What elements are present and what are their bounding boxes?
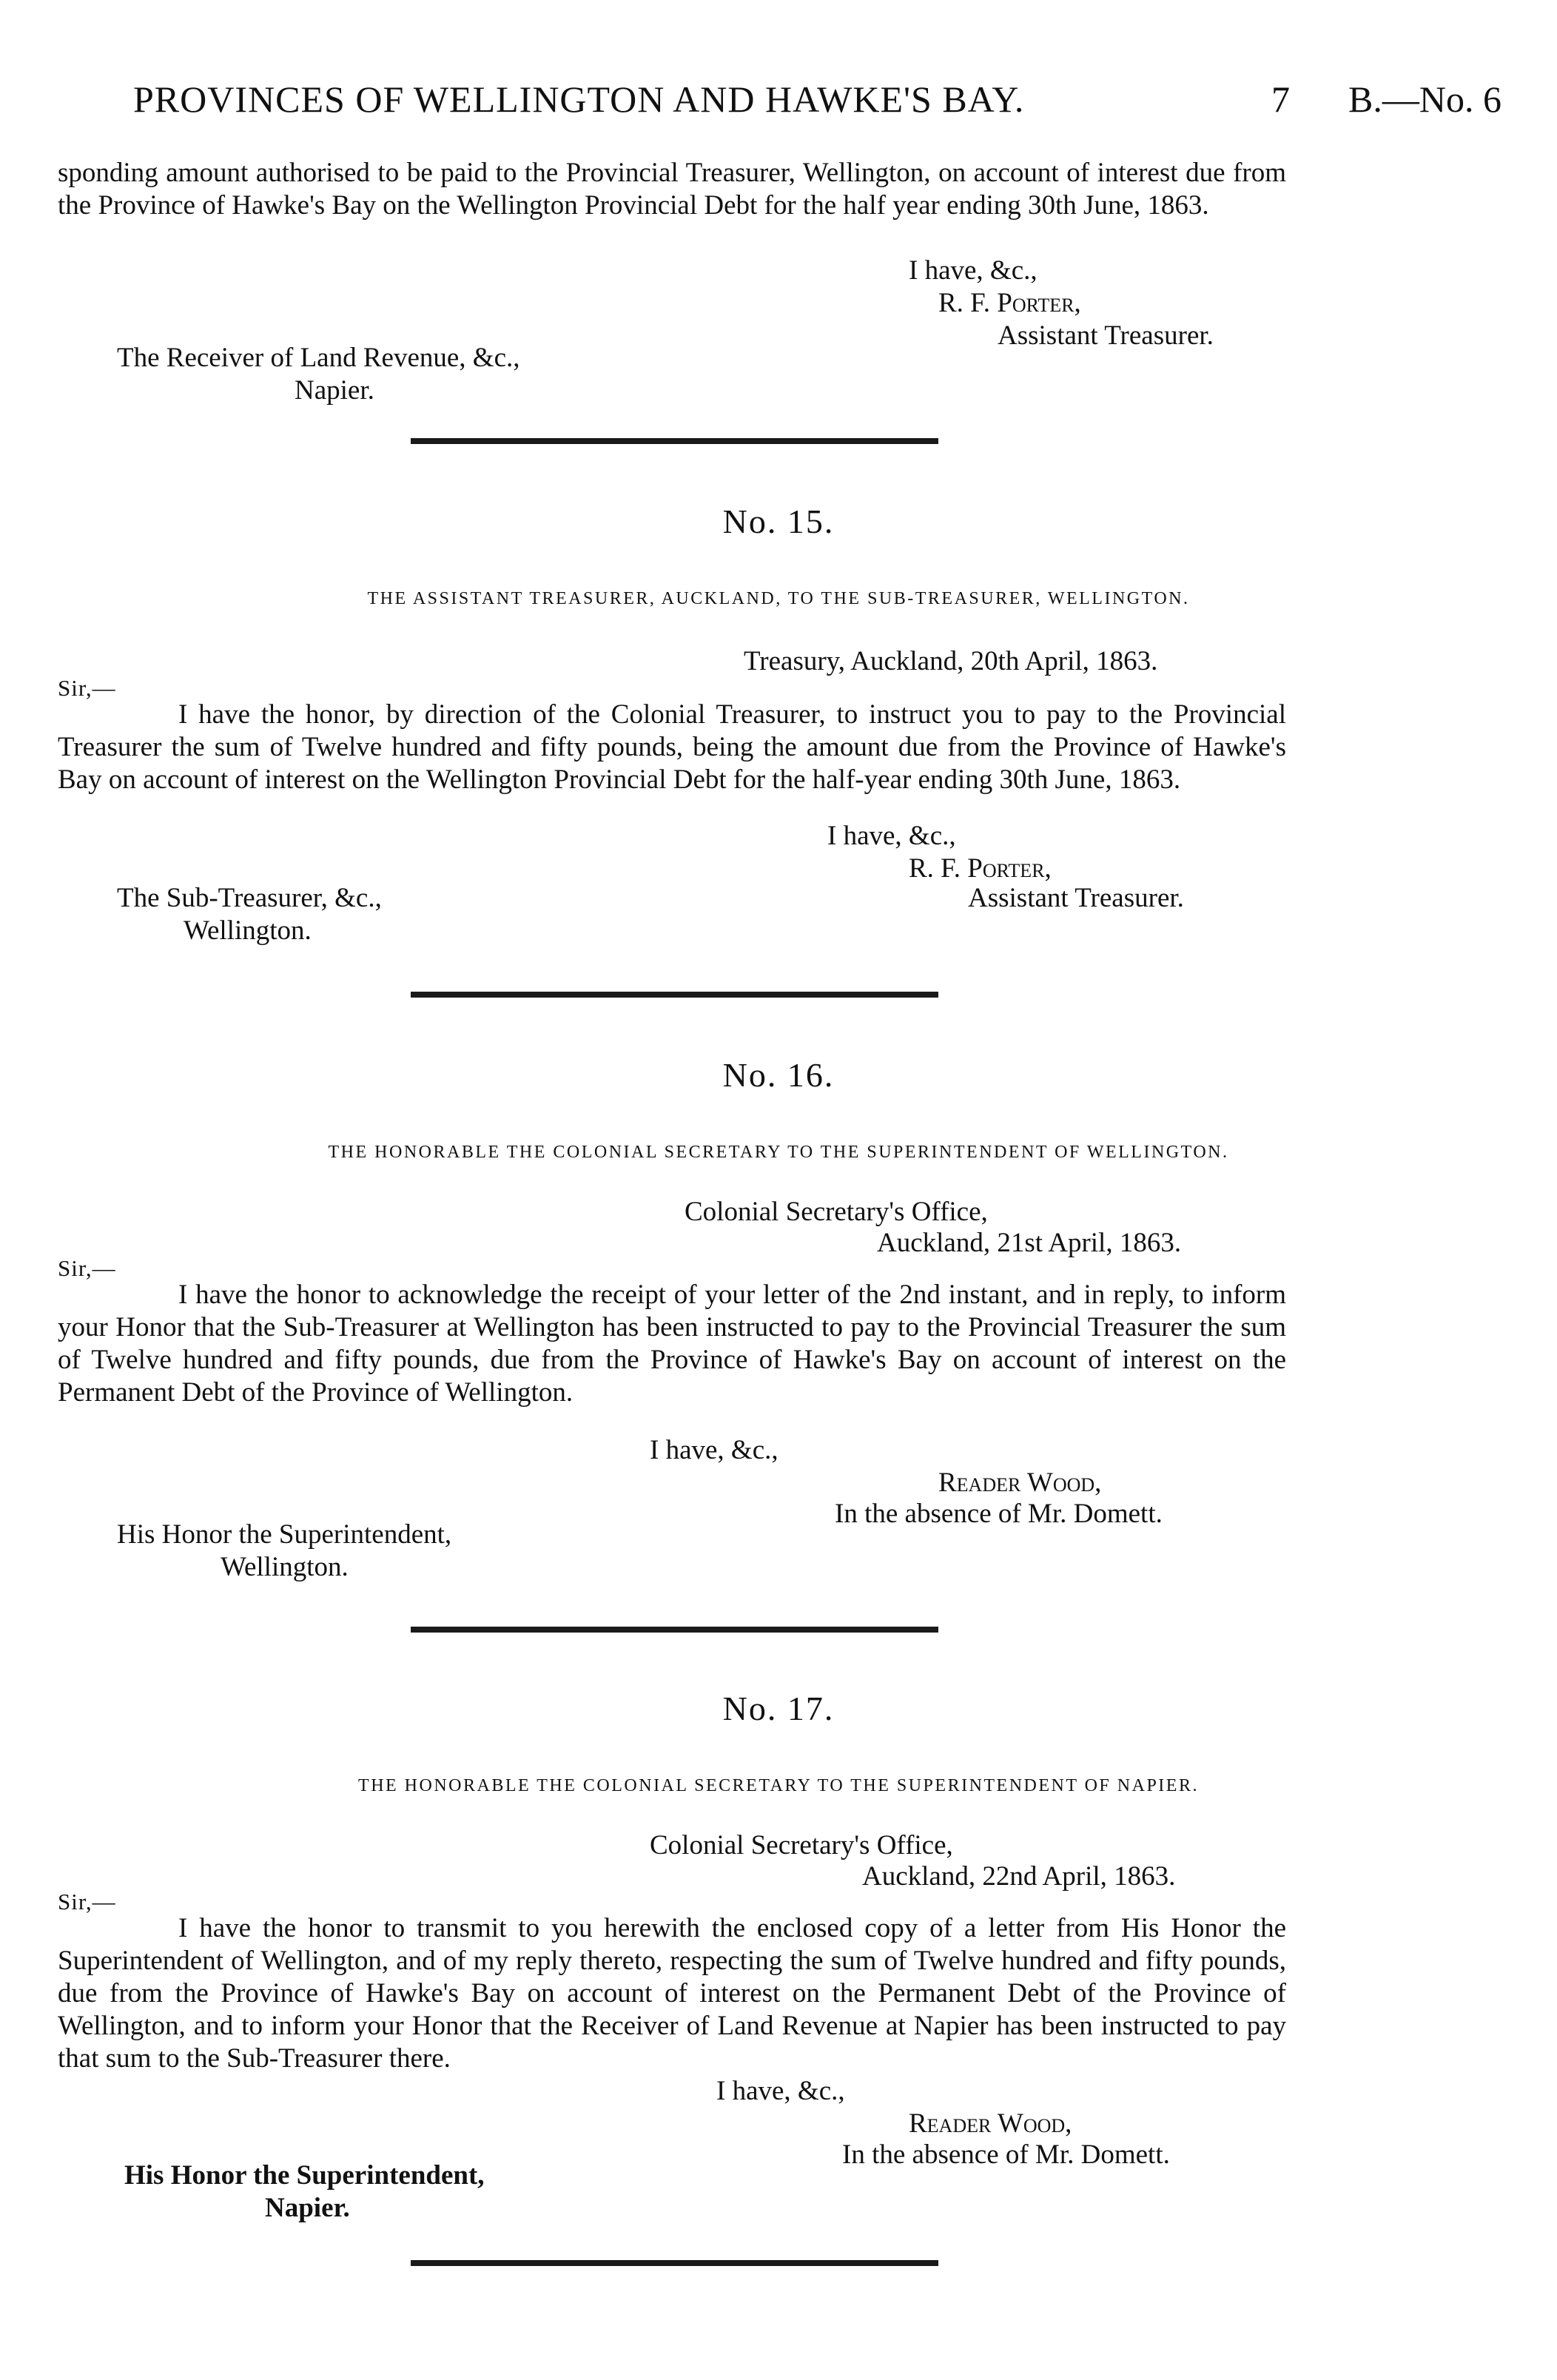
header-title: PROVINCES OF WELLINGTON AND HAWKE'S BAY. — [133, 78, 1025, 120]
letter-signature: Reader Wood, — [938, 1468, 1102, 1498]
letter-date: Auckland, 22nd April, 1863. — [862, 1861, 1176, 1892]
section-divider — [411, 1627, 938, 1633]
section-divider — [411, 438, 938, 444]
letter-signature-title: In the absence of Mr. Domett. — [835, 1499, 1163, 1529]
letter-heading: THE ASSISTANT TREASURER, AUCKLAND, TO THE SUB-TREASURER, WELLINGTON. — [367, 589, 1190, 608]
letter-addressee-place: Napier. — [265, 2193, 350, 2223]
letter-salutation: Sir,— — [58, 1255, 116, 1281]
letter-addressee-place: Wellington. — [221, 1552, 349, 1582]
letter-closing: I have, &c., — [716, 2076, 845, 2106]
letter-place-date: Treasury, Auckland, 20th April, 1863. — [744, 646, 1158, 676]
letter-number: No. 15. — [722, 502, 835, 540]
letter-number: No. 16. — [722, 1056, 835, 1094]
continued-letter-signature: R. F. Porter, — [938, 288, 1081, 318]
letter-signature: Reader Wood, — [909, 2108, 1072, 2139]
letter-body: I have the honor to transmit to you herewith the enclosed copy of a letter from His Honor the Superintendent of Wellington, and of my reply thereto, respecting the sum of Twelve hundred and fifty pounds, due from the Province of Hawke's Bay on account of interest on the Permanent Debt of the Province of Wellington, and to inform your Honor that the Receiver of Land Revenue at Napier has been instructed to pay that sum to the Sub-Treasurer there. — [58, 1913, 1286, 2074]
letter-place: Colonial Secretary's Office, — [650, 1830, 953, 1860]
running-header — [0, 78, 1557, 130]
letter-date: Auckland, 21st April, 1863. — [877, 1228, 1182, 1258]
letter-closing: I have, &c., — [650, 1435, 778, 1465]
letter-addressee: His Honor the Superintendent, — [124, 2160, 485, 2191]
letter-addressee-place: Wellington. — [184, 915, 312, 946]
section-divider — [411, 992, 938, 998]
letter-signature-title: Assistant Treasurer. — [968, 883, 1184, 913]
section-divider — [411, 2260, 938, 2266]
letter-closing: I have, &c., — [827, 821, 956, 851]
document-reference: B.—No. 6 — [1348, 78, 1501, 120]
letter-addressee: The Sub-Treasurer, &c., — [117, 883, 382, 913]
letter-heading: THE HONORABLE THE COLONIAL SECRETARY TO THE SUPERINTENDENT OF WELLINGTON. — [328, 1143, 1229, 1162]
letter-body: I have the honor to acknowledge the receipt of your letter of the 2nd instant, and in reply, to inform your Honor that the Sub-Treasurer at Wellington has been instructed to pay to the Provincial Treasurer the sum of Twelve hundred and fifty pounds, due from the Province of Hawke's Bay on account of interest on the Permanent Debt of the Province of Wellington. — [58, 1280, 1286, 1408]
letter-addressee: His Honor the Superintendent, — [117, 1519, 452, 1550]
letter-heading: THE HONORABLE THE COLONIAL SECRETARY TO THE SUPERINTENDENT OF NAPIER. — [358, 1776, 1199, 1795]
continued-letter-signature-title: Assistant Treasurer. — [998, 320, 1214, 351]
letter-signature: R. F. Porter, — [909, 853, 1052, 884]
letter-salutation: Sir,— — [58, 675, 116, 701]
page-number: 7 — [1271, 78, 1290, 120]
letter-place: Colonial Secretary's Office, — [685, 1197, 988, 1227]
letter-body: I have the honor, by direction of the Colonial Treasurer, to instruct you to pay to the Provincial Treasurer the sum of Twelve hundred and fifty pounds, being the amount due from the Province of Hawke's Bay on account of interest on the Wellington Provincial Debt for the half-year ending 30th June, 1863. — [58, 699, 1286, 795]
letter-number: No. 17. — [722, 1690, 835, 1727]
letter-salutation: Sir,— — [58, 1889, 116, 1915]
continued-letter-closing: I have, &c., — [909, 255, 1038, 286]
continued-letter-addressee: The Receiver of Land Revenue, &c., — [117, 343, 520, 373]
continued-letter-addressee-place: Napier. — [295, 375, 374, 406]
continued-letter-body: sponding amount authorised to be paid to the Provincial Treasurer, Wellington, on account of interest due from the Province of Hawke's Bay on the Wellington Provincial Debt for the half year ending 30th June, 1863. — [58, 158, 1286, 221]
letter-signature-title: In the absence of Mr. Domett. — [842, 2139, 1170, 2170]
